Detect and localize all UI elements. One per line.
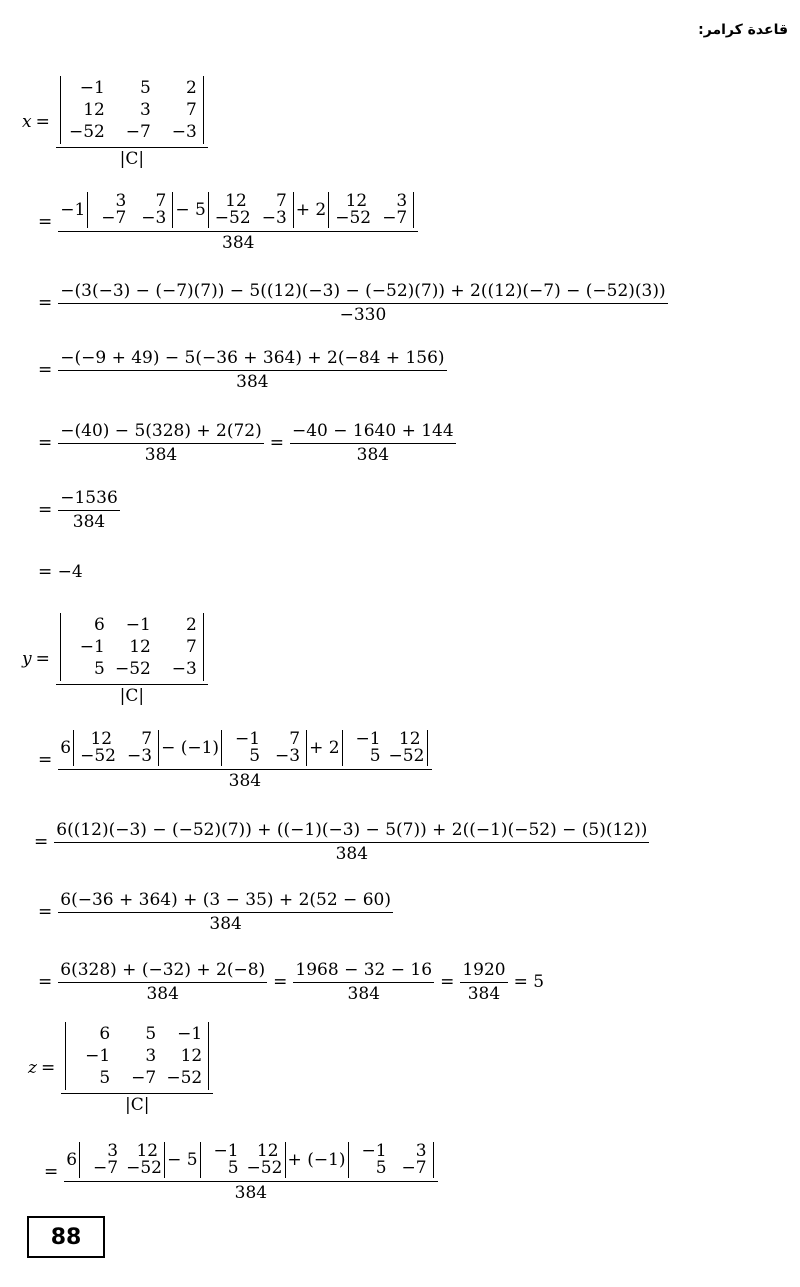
- x-step-3-denominator: 384: [236, 372, 269, 392]
- matrix-entry: 5: [94, 659, 105, 679]
- y-variable: y: [22, 648, 32, 669]
- matrix-entry: −52: [114, 659, 151, 679]
- matrix-entry: 12: [345, 191, 368, 211]
- matrix-entry: −7: [125, 122, 151, 142]
- matrix-entry: 5: [140, 78, 151, 98]
- matrix-entry: −1: [177, 1024, 203, 1044]
- y-step-4-denominator-a: 384: [146, 984, 179, 1004]
- y-step-4-numerator-a: 6(328) + (−32) + 2(−8): [60, 960, 266, 980]
- y-step-4-denominator-c: 384: [467, 984, 501, 1004]
- matrix-entry: 12: [136, 1141, 159, 1161]
- matrix-entry: 7: [155, 191, 167, 211]
- matrix-entry: 3: [115, 191, 127, 211]
- y-step-4-numerator-b: 1968 − 32 − 16: [295, 960, 433, 980]
- matrix-entry: −1: [125, 615, 151, 635]
- matrix-entry: −52: [214, 208, 251, 228]
- y-step-2-denominator: 384: [335, 844, 369, 864]
- matrix-entry: −1: [355, 729, 381, 749]
- z-numerator-determinant: [65, 1022, 209, 1090]
- matrix-entry: −52: [80, 746, 116, 766]
- x-definition: x = −1 5 2 12 3 7 −52 −7 −3 |C|: [22, 76, 208, 168]
- z-step-1-denominator: 384: [234, 1183, 268, 1203]
- y-numerator-determinant: [60, 613, 204, 681]
- x-variable: x: [22, 111, 32, 132]
- matrix-entry: −52: [126, 1158, 162, 1178]
- y-minor-3: [342, 730, 428, 766]
- x-step-4-numerator-b: −40 − 1640 + 144: [292, 421, 454, 441]
- z-cofactor-2: − 5: [167, 1149, 198, 1170]
- matrix-entry: −52: [68, 122, 105, 142]
- y-step-2-numerator: 6((12)(−3) − (−52)(7)) + ((−1)(−3) − 5(7)) + 2((−1)(−52) − (5)(12)): [56, 820, 648, 840]
- matrix-entry: −3: [261, 208, 287, 228]
- matrix-entry: 5: [145, 1024, 157, 1044]
- matrix-entry: 12: [256, 1141, 279, 1161]
- x-step-1-denominator: 384: [222, 233, 255, 253]
- y-cofactor-3: + 2: [309, 737, 340, 758]
- x-step-4-numerator-a: −(40) − 5(328) + 2(72): [60, 421, 262, 441]
- y-step-2: = 6((12)(−3) − (−52)(7)) + ((−1)(−3) − 5(7)) + 2((−1)(−52) − (5)(12)) 384: [34, 820, 648, 864]
- x-step-4-denominator-b: 384: [356, 445, 390, 465]
- x-step-3: = $\frac{-(-9 + 49) - 5(-36 + 364) + 2(-84 + 156)}{384}$: [38, 348, 445, 392]
- matrix-entry: 3: [145, 1046, 157, 1066]
- matrix-entry: −52: [166, 1068, 203, 1088]
- x-cofactor-3: + 2: [295, 199, 327, 220]
- matrix-entry: −7: [131, 1068, 157, 1088]
- matrix-entry: 6: [99, 1024, 111, 1044]
- x-step-4-denominator-a: 384: [144, 445, 178, 465]
- coefficient-determinant: |C|: [119, 149, 145, 169]
- x-minor-1: [87, 192, 173, 228]
- coefficient-determinant: |C|: [119, 686, 145, 706]
- matrix-entry: 12: [180, 1046, 203, 1066]
- x-step-3-numerator: −(−9 + 49) − 5(−36 + 364) + 2(−84 + 156): [60, 348, 445, 368]
- x-cofactor-1: −1: [60, 199, 86, 220]
- matrix-entry: 3: [415, 1141, 427, 1161]
- y-step-3: = $\frac{6(-36 + 364) + (3 - 35) + 2(52 - 60)}{384}$: [38, 890, 391, 934]
- matrix-entry: 5: [227, 1158, 239, 1178]
- z-minor-3: [348, 1142, 434, 1178]
- matrix-entry: 12: [83, 100, 105, 120]
- matrix-entry: −1: [361, 1141, 387, 1161]
- matrix-entry: 5: [249, 746, 261, 766]
- matrix-entry: −3: [141, 208, 167, 228]
- z-minor-1: [79, 1142, 165, 1178]
- matrix-entry: −1: [79, 78, 105, 98]
- matrix-entry: 2: [186, 78, 197, 98]
- matrix-entry: −7: [382, 208, 408, 228]
- z-cofactor-1: 6: [66, 1149, 78, 1170]
- matrix-entry: −1: [213, 1141, 239, 1161]
- y-cofactor-1: 6: [60, 737, 72, 758]
- matrix-entry: −52: [388, 746, 425, 766]
- matrix-entry: 3: [396, 191, 408, 211]
- y-step-4: = $\frac{6(328) + (-32) + 2(-8)}{384}$ = $\frac{1968 - 32 - 16}{384}$ = $\frac{1920}{384}$ = 5: [38, 960, 545, 1004]
- matrix-entry: 3: [140, 100, 151, 120]
- matrix-entry: 7: [275, 191, 287, 211]
- y-minor-2: [221, 730, 307, 766]
- y-step-3-denominator: 384: [209, 914, 242, 934]
- matrix-entry: −3: [171, 122, 197, 142]
- y-definition: y = 6 −1 2 −1 12 7 5 −52 −3 |C|: [22, 613, 208, 705]
- matrix-entry: 3: [107, 1141, 119, 1161]
- matrix-entry: 5: [369, 746, 381, 766]
- matrix-entry: 12: [225, 191, 247, 211]
- x-numerator-determinant: [60, 76, 204, 144]
- y-cofactor-2: − (−1): [161, 737, 220, 758]
- y-step-3-numerator: 6(−36 + 364) + (3 − 35) + 2(52 − 60): [60, 890, 391, 910]
- x-step-5-denominator: 384: [72, 512, 106, 532]
- matrix-entry: −1: [235, 729, 261, 749]
- x-step-4: = $\frac{-(40) - 5(328) + 2(72)}{384}$ = $\frac{-40 - 1640 + 144}{384}$: [38, 421, 454, 465]
- x-step-1: = −1 3 7 −7 −3 − 5 12 7 −52 −3 + 2 12 3 −52 −7 384: [34, 192, 418, 252]
- matrix-entry: 12: [90, 729, 113, 749]
- y-minor-1: [73, 730, 159, 766]
- matrix-entry: 7: [186, 100, 197, 120]
- x-step-2: = −(3(−3) − (−7)(7)) − 5((12)(−3) − (−52)(7)) + 2((12)(−7) − (−52)(3)) −330: [38, 281, 666, 325]
- z-definition: z = 6 5 −1 −1 3 12 5 −7 −52 |C|: [28, 1022, 213, 1114]
- z-step-1: = 6 3 12 −7 −52 − 5 −1 12 5 −52 + (−1) −1 3 5 −7 384: [40, 1142, 438, 1202]
- x-minor-3: [328, 192, 414, 228]
- y-step-1: = 6 12 7 −52 −3 − (−1) −1 7 5 −3 + 2 −1 12 5 −52 384: [34, 730, 432, 790]
- coefficient-determinant: |C|: [124, 1095, 150, 1115]
- y-step-4-numerator-c: 1920: [462, 960, 506, 980]
- matrix-entry: 7: [289, 729, 301, 749]
- page-number: 88: [27, 1216, 105, 1258]
- matrix-entry: 5: [375, 1158, 387, 1178]
- x-step-5-numerator: −1536: [60, 488, 118, 508]
- matrix-entry: −1: [85, 1046, 111, 1066]
- matrix-entry: −52: [246, 1158, 283, 1178]
- y-result: = 5: [513, 972, 545, 992]
- matrix-entry: 7: [141, 729, 153, 749]
- matrix-entry: 2: [186, 615, 197, 635]
- x-step-2-denominator: −330: [339, 305, 387, 325]
- matrix-entry: 6: [94, 615, 105, 635]
- matrix-entry: −3: [127, 746, 153, 766]
- matrix-entry: −3: [275, 746, 301, 766]
- section-heading: قاعدة كرامر:: [698, 22, 788, 38]
- x-step-2-numerator: −(3(−3) − (−7)(7)) − 5((12)(−3) − (−52)(7)) + 2((12)(−7) − (−52)(3)): [60, 281, 666, 301]
- y-step-1-denominator: 384: [228, 771, 262, 791]
- matrix-entry: −1: [79, 637, 105, 657]
- x-result: = −4: [38, 562, 83, 582]
- matrix-entry: 12: [398, 729, 421, 749]
- matrix-entry: 12: [129, 637, 151, 657]
- x-minor-2: [208, 192, 294, 228]
- matrix-entry: −7: [93, 1158, 119, 1178]
- z-variable: z: [28, 1057, 37, 1078]
- x-step-5: = $\frac{-1536}{384}$: [38, 488, 118, 532]
- matrix-entry: −7: [401, 1158, 427, 1178]
- x-cofactor-2: − 5: [175, 199, 206, 220]
- matrix-entry: −7: [101, 208, 127, 228]
- z-cofactor-3: + (−1): [287, 1149, 346, 1170]
- y-step-4-denominator-b: 384: [347, 984, 380, 1004]
- matrix-entry: 5: [99, 1068, 111, 1088]
- matrix-entry: −52: [335, 208, 372, 228]
- matrix-entry: 7: [186, 637, 197, 657]
- matrix-entry: −3: [171, 659, 197, 679]
- z-minor-2: [200, 1142, 286, 1178]
